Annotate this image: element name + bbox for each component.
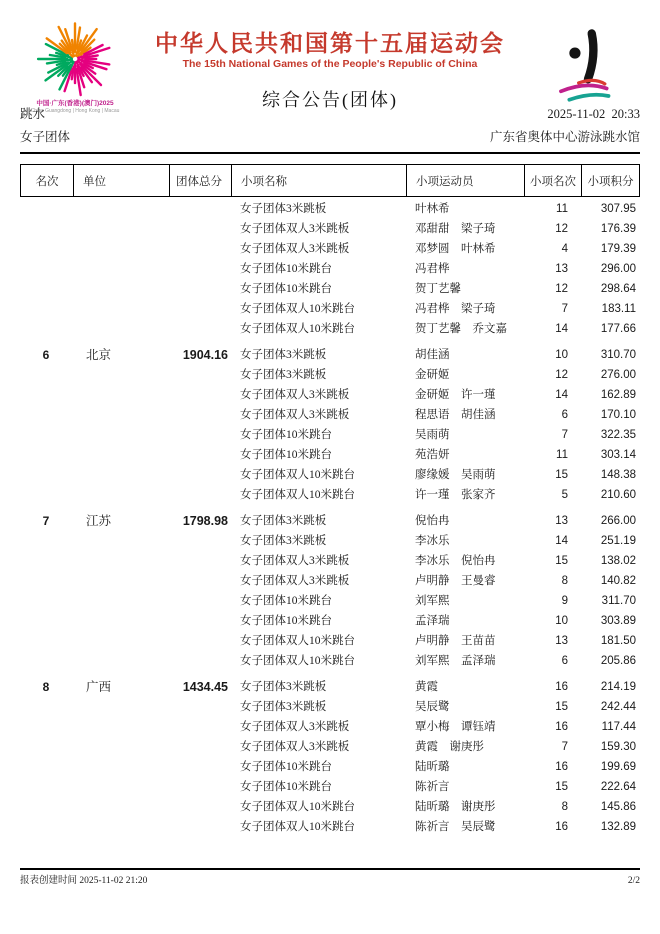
column-header: 团体总分 [169, 165, 231, 196]
event-rank: 5 [561, 489, 568, 501]
event-athletes: 吴辰鹭 [415, 701, 450, 713]
event-rank: 10 [555, 349, 568, 361]
event-athletes: 倪怡冉 [415, 515, 450, 527]
event-score: 140.82 [600, 575, 636, 587]
event-athletes: 覃小梅 谭钰靖 [415, 721, 496, 733]
event-rank: 7 [561, 303, 568, 315]
event-name: 女子团体3米跳板 [240, 203, 327, 215]
event-rank: 16 [555, 761, 568, 773]
column-header: 名次 [35, 175, 59, 188]
event-name: 女子团体3米跳板 [240, 369, 327, 381]
column-header: 小项积分 [581, 165, 639, 196]
event-name: 女子团体10米跳台 [240, 595, 332, 607]
event-athletes: 叶林希 [415, 203, 450, 215]
event-athletes: 贺丁艺馨 乔文嘉 [415, 323, 507, 335]
event-rank: 16 [555, 721, 568, 733]
event-athletes: 邓梦圆 叶林希 [415, 243, 496, 255]
team-block [20, 677, 640, 837]
event-meta [20, 103, 640, 149]
event-rank: 11 [556, 203, 568, 215]
event-name: 女子团体10米跳台 [240, 283, 332, 295]
event-rank: 15 [555, 701, 568, 713]
event-athletes: 邓甜甜 梁子琦 [415, 223, 496, 235]
event-rank: 13 [555, 635, 568, 647]
event-score: 298.64 [600, 283, 636, 295]
event-row [230, 485, 640, 505]
team-total: 1434.45 [182, 680, 228, 694]
team-rank: 7 [42, 514, 50, 528]
header-divider [20, 152, 640, 154]
event-athletes: 孟泽瑞 [415, 615, 450, 627]
event-row [230, 405, 640, 425]
team-block [20, 345, 640, 505]
event-athletes: 贺丁艺馨 [415, 283, 461, 295]
event-athletes: 李冰乐 [415, 535, 450, 547]
event-athletes: 苑浩妍 [415, 449, 450, 461]
event-name: 女子团体10米跳台 [240, 263, 332, 275]
event-athletes: 陆昕璐 [415, 761, 450, 773]
event-athletes: 卢明静 王苗苗 [415, 635, 496, 647]
event-rank: 12 [555, 223, 568, 235]
team-total: 1798.98 [182, 514, 228, 528]
event-name: 女子团体10米跳台 [240, 781, 332, 793]
event-rows [230, 345, 640, 505]
team-rank: 8 [42, 680, 50, 694]
team-unit: 江苏 [86, 514, 112, 528]
column-header: 小项运动员 [406, 165, 524, 196]
event-score: 303.14 [600, 449, 636, 461]
event-row [230, 591, 640, 611]
event-score: 117.44 [601, 721, 636, 733]
event-row [230, 425, 640, 445]
event-athletes: 刘军熙 孟泽瑞 [415, 655, 496, 667]
event-name: 女子团体3米跳板 [240, 535, 327, 547]
page-title: 中华人民共和国第十五届运动会 [155, 30, 505, 56]
event-row [230, 757, 640, 777]
event-rank: 12 [555, 283, 568, 295]
event-row [230, 697, 640, 717]
event-rank: 7 [561, 429, 568, 441]
event-row [230, 445, 640, 465]
event-name: 女子团体3米跳板 [240, 681, 327, 693]
event-name: 女子团体双人3米跳板 [240, 575, 350, 587]
event-athletes: 卢明静 王曼睿 [415, 575, 496, 587]
event-row [230, 465, 640, 485]
event-rank: 14 [555, 389, 568, 401]
diving-pictogram-icon [546, 26, 630, 110]
page-footer [20, 874, 640, 888]
event-score: 162.89 [600, 389, 636, 401]
event-rank: 15 [555, 555, 568, 567]
column-header: 小项名称 [231, 165, 406, 196]
event-rows [230, 677, 640, 837]
event-row [230, 531, 640, 551]
event-row [230, 259, 640, 279]
event-score: 251.19 [600, 535, 636, 547]
event-name: 女子团体双人3米跳板 [240, 555, 350, 567]
team-block [20, 199, 640, 339]
event-name: 女子团体双人10米跳台 [240, 821, 355, 833]
event-rank: 14 [555, 535, 568, 547]
event-rank: 15 [555, 469, 568, 481]
bulletin-title: 综合公告(团体) [262, 90, 398, 110]
emblem-subcaption: China Guangdong | Hong Kong | Macau [30, 108, 120, 114]
event-rank: 4 [561, 243, 568, 255]
event-name: 女子团体双人3米跳板 [240, 409, 350, 421]
event-row [230, 651, 640, 671]
event-athletes: 金研姬 许一瑾 [415, 389, 496, 401]
event-score: 311.70 [601, 595, 636, 607]
event-rank: 16 [555, 821, 568, 833]
event-row [230, 199, 640, 219]
column-header: 小项名次 [524, 165, 581, 196]
event-rank: 10 [555, 615, 568, 627]
event-score: 199.69 [600, 761, 636, 773]
event-row [230, 571, 640, 591]
footer-divider [20, 868, 640, 870]
table-body [20, 199, 640, 837]
event-athletes: 黄霞 谢庚彤 [415, 741, 484, 753]
event-row [230, 365, 640, 385]
venue-label: 广东省奥体中心游泳跳水馆 [489, 130, 640, 144]
event-score: 138.02 [600, 555, 636, 567]
event-name: 女子团体双人10米跳台 [240, 303, 355, 315]
event-row [230, 345, 640, 365]
event-rank: 14 [555, 323, 568, 335]
event-score: 296.00 [600, 263, 636, 275]
event-score: 177.66 [600, 323, 636, 335]
event-rank: 6 [561, 409, 568, 421]
event-score: 310.70 [600, 349, 636, 361]
team-rank: 6 [42, 348, 50, 362]
event-athletes: 胡佳涵 [415, 349, 450, 361]
event-name: 女子团体3米跳板 [240, 515, 327, 527]
event-athletes: 黄霞 [415, 681, 438, 693]
event-athletes: 陈祈言 吴辰鹭 [415, 821, 496, 833]
event-name: 女子团体双人3米跳板 [240, 741, 350, 753]
event-score: 303.89 [600, 615, 636, 627]
event-score: 266.00 [600, 515, 636, 527]
event-row [230, 319, 640, 339]
report-datetime: 2025-11-02 20:33 [547, 107, 640, 121]
event-name: 女子团体双人10米跳台 [240, 655, 355, 667]
event-row [230, 677, 640, 697]
event-name: 女子团体双人10米跳台 [240, 801, 355, 813]
team-unit: 广西 [86, 680, 112, 694]
event-athletes: 冯君桦 [415, 263, 450, 275]
event-athletes: 冯君桦 梁子琦 [415, 303, 496, 315]
event-rank: 7 [561, 741, 568, 753]
sport-label: 跳水 [20, 107, 46, 121]
event-score: 183.11 [601, 303, 636, 315]
event-athletes: 许一瑾 张家齐 [415, 489, 496, 501]
event-row [230, 817, 640, 837]
event-row [230, 299, 640, 319]
event-row [230, 797, 640, 817]
event-row [230, 279, 640, 299]
event-label: 女子团体 [20, 130, 71, 144]
column-header: 单位 [73, 165, 169, 196]
event-score: 222.64 [600, 781, 636, 793]
team-unit: 北京 [86, 348, 112, 362]
event-rows [230, 199, 640, 339]
event-row [230, 385, 640, 405]
team-total: 1904.16 [182, 348, 228, 362]
event-row [230, 551, 640, 571]
event-name: 女子团体10米跳台 [240, 615, 332, 627]
event-name: 女子团体双人10米跳台 [240, 469, 355, 481]
event-name: 女子团体双人3米跳板 [240, 223, 350, 235]
event-athletes: 刘军熙 [415, 595, 450, 607]
event-score: 307.95 [600, 203, 636, 215]
emblem-caption: 中国·广东(香港)(澳门)2025 [36, 100, 114, 107]
event-row [230, 219, 640, 239]
event-rank: 6 [561, 655, 568, 667]
event-score: 242.44 [600, 701, 636, 713]
event-name: 女子团体双人10米跳台 [240, 323, 355, 335]
event-name: 女子团体双人3米跳板 [240, 721, 350, 733]
event-name: 女子团体10米跳台 [240, 429, 332, 441]
games-emblem-icon [34, 18, 116, 100]
event-row [230, 717, 640, 737]
event-athletes: 廖缘媛 吴雨萌 [415, 469, 496, 481]
event-row [230, 239, 640, 259]
event-rank: 9 [561, 595, 568, 607]
event-athletes: 金研姬 [415, 369, 450, 381]
event-name: 女子团体双人10米跳台 [240, 489, 355, 501]
report-created-time: 报表创建时间 2025-11-02 21:20 [20, 876, 148, 886]
event-name: 女子团体双人10米跳台 [240, 635, 355, 647]
event-score: 181.50 [600, 635, 636, 647]
event-row [230, 777, 640, 797]
event-rank: 8 [561, 575, 568, 587]
event-score: 276.00 [600, 369, 636, 381]
event-name: 女子团体3米跳板 [240, 349, 327, 361]
event-name: 女子团体10米跳台 [240, 761, 332, 773]
event-score: 148.38 [600, 469, 636, 481]
event-row [230, 511, 640, 531]
event-score: 145.86 [600, 801, 636, 813]
event-rank: 11 [556, 449, 568, 461]
event-rank: 16 [555, 681, 568, 693]
event-name: 女子团体10米跳台 [240, 449, 332, 461]
event-athletes: 程思语 胡佳涵 [415, 409, 496, 421]
event-name: 女子团体双人3米跳板 [240, 389, 350, 401]
event-score: 170.10 [600, 409, 636, 421]
event-score: 159.30 [600, 741, 636, 753]
table-header-row [20, 164, 640, 197]
event-name: 女子团体3米跳板 [240, 701, 327, 713]
event-athletes: 李冰乐 倪怡冉 [415, 555, 496, 567]
event-rank: 8 [561, 801, 568, 813]
event-athletes: 陈祈言 [415, 781, 450, 793]
event-rows [230, 511, 640, 671]
event-rank: 12 [555, 369, 568, 381]
page-subtitle: The 15th National Games of the People's Republic of China [182, 58, 478, 70]
event-rank: 15 [555, 781, 568, 793]
event-rank: 13 [555, 263, 568, 275]
title-block [110, 30, 550, 112]
event-athletes: 陆昕璐 谢庚彤 [415, 801, 496, 813]
event-row [230, 737, 640, 757]
event-score: 205.86 [600, 655, 636, 667]
event-athletes: 吴雨萌 [415, 429, 450, 441]
event-rank: 13 [555, 515, 568, 527]
page-number: 2/2 [627, 876, 640, 886]
event-score: 210.60 [600, 489, 636, 501]
event-score: 179.39 [600, 243, 636, 255]
event-score: 132.89 [600, 821, 636, 833]
event-name: 女子团体双人3米跳板 [240, 243, 350, 255]
event-row [230, 631, 640, 651]
event-score: 214.19 [600, 681, 636, 693]
event-score: 322.35 [600, 429, 636, 441]
team-block [20, 511, 640, 671]
event-row [230, 611, 640, 631]
event-score: 176.39 [600, 223, 636, 235]
